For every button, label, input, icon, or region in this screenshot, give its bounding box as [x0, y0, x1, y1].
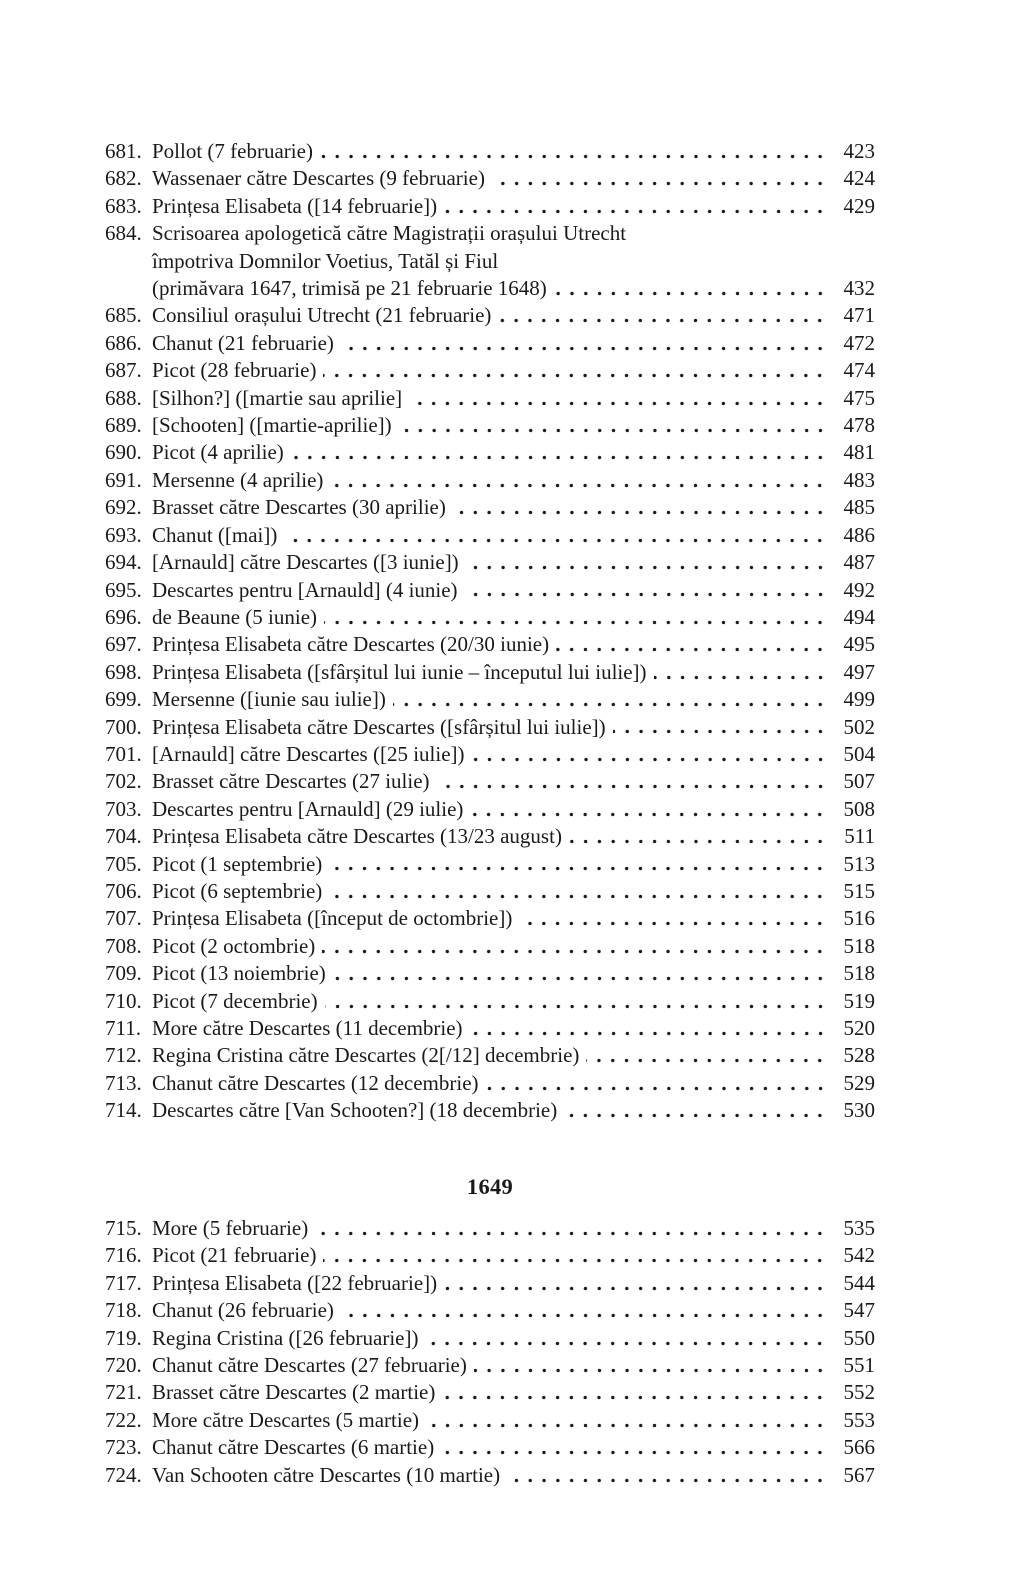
page-number: 483	[843, 467, 875, 492]
toc-entry-row	[105, 385, 875, 412]
entry-number: 694.	[105, 550, 142, 575]
entry-number: 715.	[105, 1216, 142, 1241]
dot-leader	[322, 933, 828, 960]
entry-number: 691.	[105, 467, 142, 492]
dot-leader	[323, 1242, 828, 1269]
entry-title: Picot (2 octombrie)	[152, 933, 316, 958]
entry-number: 720.	[105, 1353, 142, 1378]
page-number: 495	[843, 632, 875, 657]
page-number: 502	[843, 714, 875, 739]
toc-entry-row	[105, 275, 875, 302]
dot-leader	[470, 796, 828, 823]
page-number: 494	[843, 604, 875, 629]
toc-entry-row	[105, 768, 875, 795]
page-number: 478	[843, 413, 875, 438]
entry-number: 689.	[105, 413, 142, 438]
toc-entry-row	[105, 960, 875, 987]
toc-entry-row	[105, 714, 875, 741]
entry-number: 719.	[105, 1325, 142, 1350]
entry-number: 723.	[105, 1435, 142, 1460]
dot-leader	[444, 193, 828, 220]
entry-title: Chanut (26 februarie)	[152, 1298, 334, 1323]
page-number: 507	[843, 769, 875, 794]
entry-title: Prințesa Elisabeta către Descartes ([sfârșitul lui iulie])	[152, 714, 606, 739]
dot-leader	[564, 1097, 828, 1124]
entry-number: 687.	[105, 358, 142, 383]
toc-entry-row	[105, 193, 875, 220]
entry-title: More către Descartes (5 martie)	[152, 1407, 420, 1432]
entry-number: 709.	[105, 961, 142, 986]
entry-number: 681.	[105, 139, 142, 163]
entry-number: 718.	[105, 1298, 142, 1323]
entry-title: Prințesa Elisabeta către Descartes (13/23 august)	[152, 824, 562, 849]
dot-leader	[507, 1462, 828, 1489]
page-number: 504	[843, 741, 875, 766]
page-number: 472	[843, 330, 875, 355]
page-number: 513	[843, 851, 875, 876]
page-number: 544	[843, 1270, 875, 1295]
dot-leader	[444, 1270, 828, 1297]
entry-number: 722.	[105, 1407, 142, 1432]
toc-entry-row	[105, 1242, 875, 1269]
toc-entry-row	[105, 686, 875, 713]
page-number: 492	[843, 577, 875, 602]
toc-entry-row	[105, 220, 875, 247]
page-number: 475	[843, 385, 875, 410]
dot-leader	[453, 494, 828, 521]
entry-title: Brasset către Descartes (27 iulie)	[152, 769, 430, 794]
page-number: 487	[843, 550, 875, 575]
toc-entry-row	[105, 138, 875, 165]
page-number: 520	[843, 1016, 875, 1040]
toc-entry-row	[105, 1462, 875, 1489]
entry-number: 700.	[105, 714, 142, 739]
page-number: 474	[843, 358, 875, 383]
page-number: 519	[843, 988, 875, 1013]
page-number: 529	[843, 1070, 875, 1095]
dot-leader	[393, 686, 828, 713]
toc-entry-row	[105, 522, 875, 549]
entry-title: Scrisoarea apologetică către Magistrații orașului Utrecht	[152, 221, 627, 246]
entry-number: 702.	[105, 769, 142, 794]
entry-number: 683.	[105, 193, 142, 218]
page-number: 499	[843, 687, 875, 712]
page-number: 471	[843, 303, 875, 328]
entry-title: Chanut ([mai])	[152, 522, 278, 547]
entry-number: 721.	[105, 1380, 142, 1405]
page-number: 423	[843, 139, 875, 163]
dot-leader	[323, 357, 828, 384]
entry-title: (primăvara 1647, trimisă pe 21 februarie 1648)	[152, 276, 547, 301]
entry-title: Prințesa Elisabeta ([început de octombrie])	[152, 906, 513, 931]
dot-leader	[569, 823, 828, 850]
entry-title: Regina Cristina către Descartes (2[/12] decembrie)	[152, 1043, 580, 1068]
page-number: 518	[843, 933, 875, 958]
entry-title: Mersenne ([iunie sau iulie])	[152, 687, 386, 712]
dot-leader	[486, 1070, 828, 1097]
toc-entry-row	[105, 988, 875, 1015]
entry-indent	[105, 248, 152, 275]
entry-title: [Schooten] ([martie-aprilie])	[152, 413, 392, 438]
entry-number: 693.	[105, 522, 142, 547]
entry-title: Picot (13 noiembrie)	[152, 961, 326, 986]
dot-leader	[330, 467, 828, 494]
dot-leader	[492, 165, 828, 192]
entry-title: Picot (6 septembrie)	[152, 878, 323, 903]
dot-leader	[556, 631, 828, 658]
page-number: 553	[843, 1407, 875, 1432]
dot-leader	[441, 1434, 828, 1461]
entry-title: Picot (28 februarie)	[152, 358, 317, 383]
entry-title: More către Descartes (11 decembrie)	[152, 1016, 463, 1040]
entry-title: Descartes pentru [Arnauld] (4 iunie)	[152, 577, 458, 602]
dot-leader	[465, 577, 828, 604]
entry-number: 704.	[105, 824, 142, 849]
entry-title: Prințesa Elisabeta ([14 februarie])	[152, 193, 438, 218]
toc-entry-row	[105, 659, 875, 686]
entry-number: 708.	[105, 933, 142, 958]
entry-title: împotriva Domnilor Voetius, Tatăl și Fiul	[152, 248, 499, 273]
entry-number: 688.	[105, 385, 142, 410]
toc-entry-row	[105, 1042, 875, 1069]
page-number: 518	[843, 961, 875, 986]
entry-title: Prințesa Elisabeta ([sfârșitul lui iunie – începutul lui iulie])	[152, 659, 647, 684]
entry-title: Brasset către Descartes (2 martie)	[152, 1380, 436, 1405]
page-number: 535	[843, 1216, 875, 1241]
page-number: 486	[843, 522, 875, 547]
page-number: 515	[843, 878, 875, 903]
entry-title: [Silhon?] ([martie sau aprilie]	[152, 385, 403, 410]
toc-entry-row	[105, 357, 875, 384]
toc-entry-row	[105, 494, 875, 521]
toc-entry-row	[105, 1215, 875, 1242]
page-number: 511	[844, 824, 875, 849]
toc-entry-row	[105, 412, 875, 439]
dot-leader	[426, 1407, 828, 1434]
dot-leader	[399, 412, 828, 439]
entry-number: 713.	[105, 1070, 142, 1095]
entry-title: Descartes pentru [Arnauld] (29 iulie)	[152, 796, 464, 821]
page-number: 550	[843, 1325, 875, 1350]
entry-title: Picot (7 decembrie)	[152, 988, 318, 1013]
toc-entry-row	[105, 631, 875, 658]
dot-leader	[324, 604, 828, 631]
entry-title: [Arnauld] către Descartes ([3 iunie])	[152, 550, 459, 575]
dot-leader	[498, 302, 828, 329]
toc-entry-row	[105, 741, 875, 768]
page-number: 552	[843, 1380, 875, 1405]
dot-leader	[341, 330, 828, 357]
toc-entry-row	[105, 330, 875, 357]
toc-entry-row	[105, 823, 875, 850]
toc-entry-row	[105, 878, 875, 905]
dot-leader	[325, 988, 828, 1015]
page-number: 424	[843, 166, 875, 191]
entry-number: 724.	[105, 1462, 142, 1487]
dot-leader	[466, 549, 828, 576]
toc-entry-row	[105, 604, 875, 631]
entry-number: 712.	[105, 1043, 142, 1068]
entry-number: 701.	[105, 741, 142, 766]
entry-title: Chanut către Descartes (6 martie)	[152, 1435, 435, 1460]
dot-leader	[315, 1215, 828, 1242]
toc-entry-row	[105, 851, 875, 878]
page-number: 429	[843, 193, 875, 218]
entry-title: Picot (4 aprilie)	[152, 440, 284, 465]
entry-number: 697.	[105, 632, 142, 657]
toc-entry-row	[105, 1407, 875, 1434]
dot-leader	[474, 1352, 828, 1379]
page-number: 516	[843, 906, 875, 931]
toc-entry-row	[105, 1352, 875, 1379]
entry-number: 703.	[105, 796, 142, 821]
entry-title: Consiliul orașului Utrecht (21 februarie)	[152, 303, 492, 328]
toc-entry-row	[105, 796, 875, 823]
entry-number: 699.	[105, 687, 142, 712]
toc-entry-row	[105, 1434, 875, 1461]
page-number: 551	[843, 1353, 875, 1378]
dot-leader	[470, 1015, 828, 1042]
entry-title: Chanut către Descartes (27 februarie)	[152, 1353, 467, 1378]
year-heading: 1649	[466, 1173, 514, 1199]
toc-entry-row	[105, 248, 875, 275]
toc-entry-row	[105, 1097, 875, 1124]
dot-leader	[654, 659, 828, 686]
entry-number: 695.	[105, 577, 142, 602]
entry-number: 714.	[105, 1098, 142, 1123]
toc-entry-row	[105, 933, 875, 960]
entry-title: Brasset către Descartes (30 aprilie)	[152, 495, 446, 520]
toc-entry-row	[105, 1070, 875, 1097]
entry-title: Picot (1 septembrie)	[152, 851, 323, 876]
entry-number: 705.	[105, 851, 142, 876]
entry-number: 698.	[105, 659, 142, 684]
page-number: 542	[843, 1243, 875, 1268]
toc-entry-row	[105, 1379, 875, 1406]
dot-leader	[329, 851, 828, 878]
toc-entry-row	[105, 302, 875, 329]
page-number: 528	[843, 1043, 875, 1068]
dot-leader	[333, 960, 828, 987]
entry-title: Prințesa Elisabeta către Descartes (20/30 iunie)	[152, 632, 550, 657]
entry-number: 706.	[105, 878, 142, 903]
entry-number: 682.	[105, 166, 142, 191]
toc-entry-row	[105, 165, 875, 192]
entry-title: Descartes către [Van Schooten?] (18 decembrie)	[152, 1098, 558, 1123]
entry-number: 717.	[105, 1270, 142, 1295]
dot-leader	[519, 905, 828, 932]
entry-number: 684.	[105, 221, 142, 246]
dot-leader	[284, 522, 828, 549]
dot-leader	[329, 878, 828, 905]
entry-number: 710.	[105, 988, 142, 1013]
page-number: 567	[843, 1462, 875, 1487]
dot-leader	[425, 1325, 828, 1352]
entry-number: 692.	[105, 495, 142, 520]
entry-number: 690.	[105, 440, 142, 465]
toc-entry-row	[105, 577, 875, 604]
entry-title: Picot (21 februarie)	[152, 1243, 317, 1268]
page-number: 432	[843, 276, 875, 301]
toc-entry-row	[105, 1270, 875, 1297]
entry-number: 696.	[105, 604, 142, 629]
entry-number: 716.	[105, 1243, 142, 1268]
dot-leader	[586, 1042, 828, 1069]
dot-leader	[409, 385, 828, 412]
dot-leader	[341, 1297, 828, 1324]
entry-indent	[105, 275, 152, 302]
entry-title: Mersenne (4 aprilie)	[152, 467, 324, 492]
page-number: 508	[843, 796, 875, 821]
entry-number: 711.	[105, 1016, 141, 1040]
dot-leader	[472, 741, 828, 768]
dot-leader	[320, 138, 828, 165]
page-number: 481	[843, 440, 875, 465]
entry-title: Pollot (7 februarie)	[152, 139, 313, 163]
entry-title: Regina Cristina ([26 februarie])	[152, 1325, 419, 1350]
entry-number: 707.	[105, 906, 142, 931]
dot-leader	[442, 1379, 828, 1406]
toc-entry-row	[105, 467, 875, 494]
entry-title: Van Schooten către Descartes (10 martie)	[152, 1462, 501, 1487]
dot-leader	[613, 714, 828, 741]
entry-number: 685.	[105, 303, 142, 328]
toc-entry-row	[105, 1297, 875, 1324]
entry-title: More (5 februarie)	[152, 1216, 309, 1241]
toc-list	[105, 138, 875, 1489]
toc-entry-row	[105, 1325, 875, 1352]
page-number: 547	[843, 1298, 875, 1323]
page-number: 566	[843, 1435, 875, 1460]
toc-entry-row	[105, 1015, 875, 1042]
dot-leader	[554, 275, 828, 302]
entry-title: Chanut (21 februarie)	[152, 330, 334, 355]
entry-title: [Arnauld] către Descartes ([25 iulie])	[152, 741, 465, 766]
entry-title: Wassenaer către Descartes (9 februarie)	[152, 166, 485, 191]
entry-title: de Beaune (5 iunie)	[152, 604, 318, 629]
toc-entry-row	[105, 439, 875, 466]
toc-entry-row	[105, 905, 875, 932]
dot-leader	[291, 439, 828, 466]
page-number: 497	[843, 659, 875, 684]
page-number: 485	[843, 495, 875, 520]
toc-entry-row	[105, 549, 875, 576]
dot-leader	[437, 768, 828, 795]
entry-title: Chanut către Descartes (12 decembrie)	[152, 1070, 479, 1095]
entry-number: 686.	[105, 330, 142, 355]
entry-title: Prințesa Elisabeta ([22 februarie])	[152, 1270, 438, 1295]
page-number: 530	[843, 1098, 875, 1123]
